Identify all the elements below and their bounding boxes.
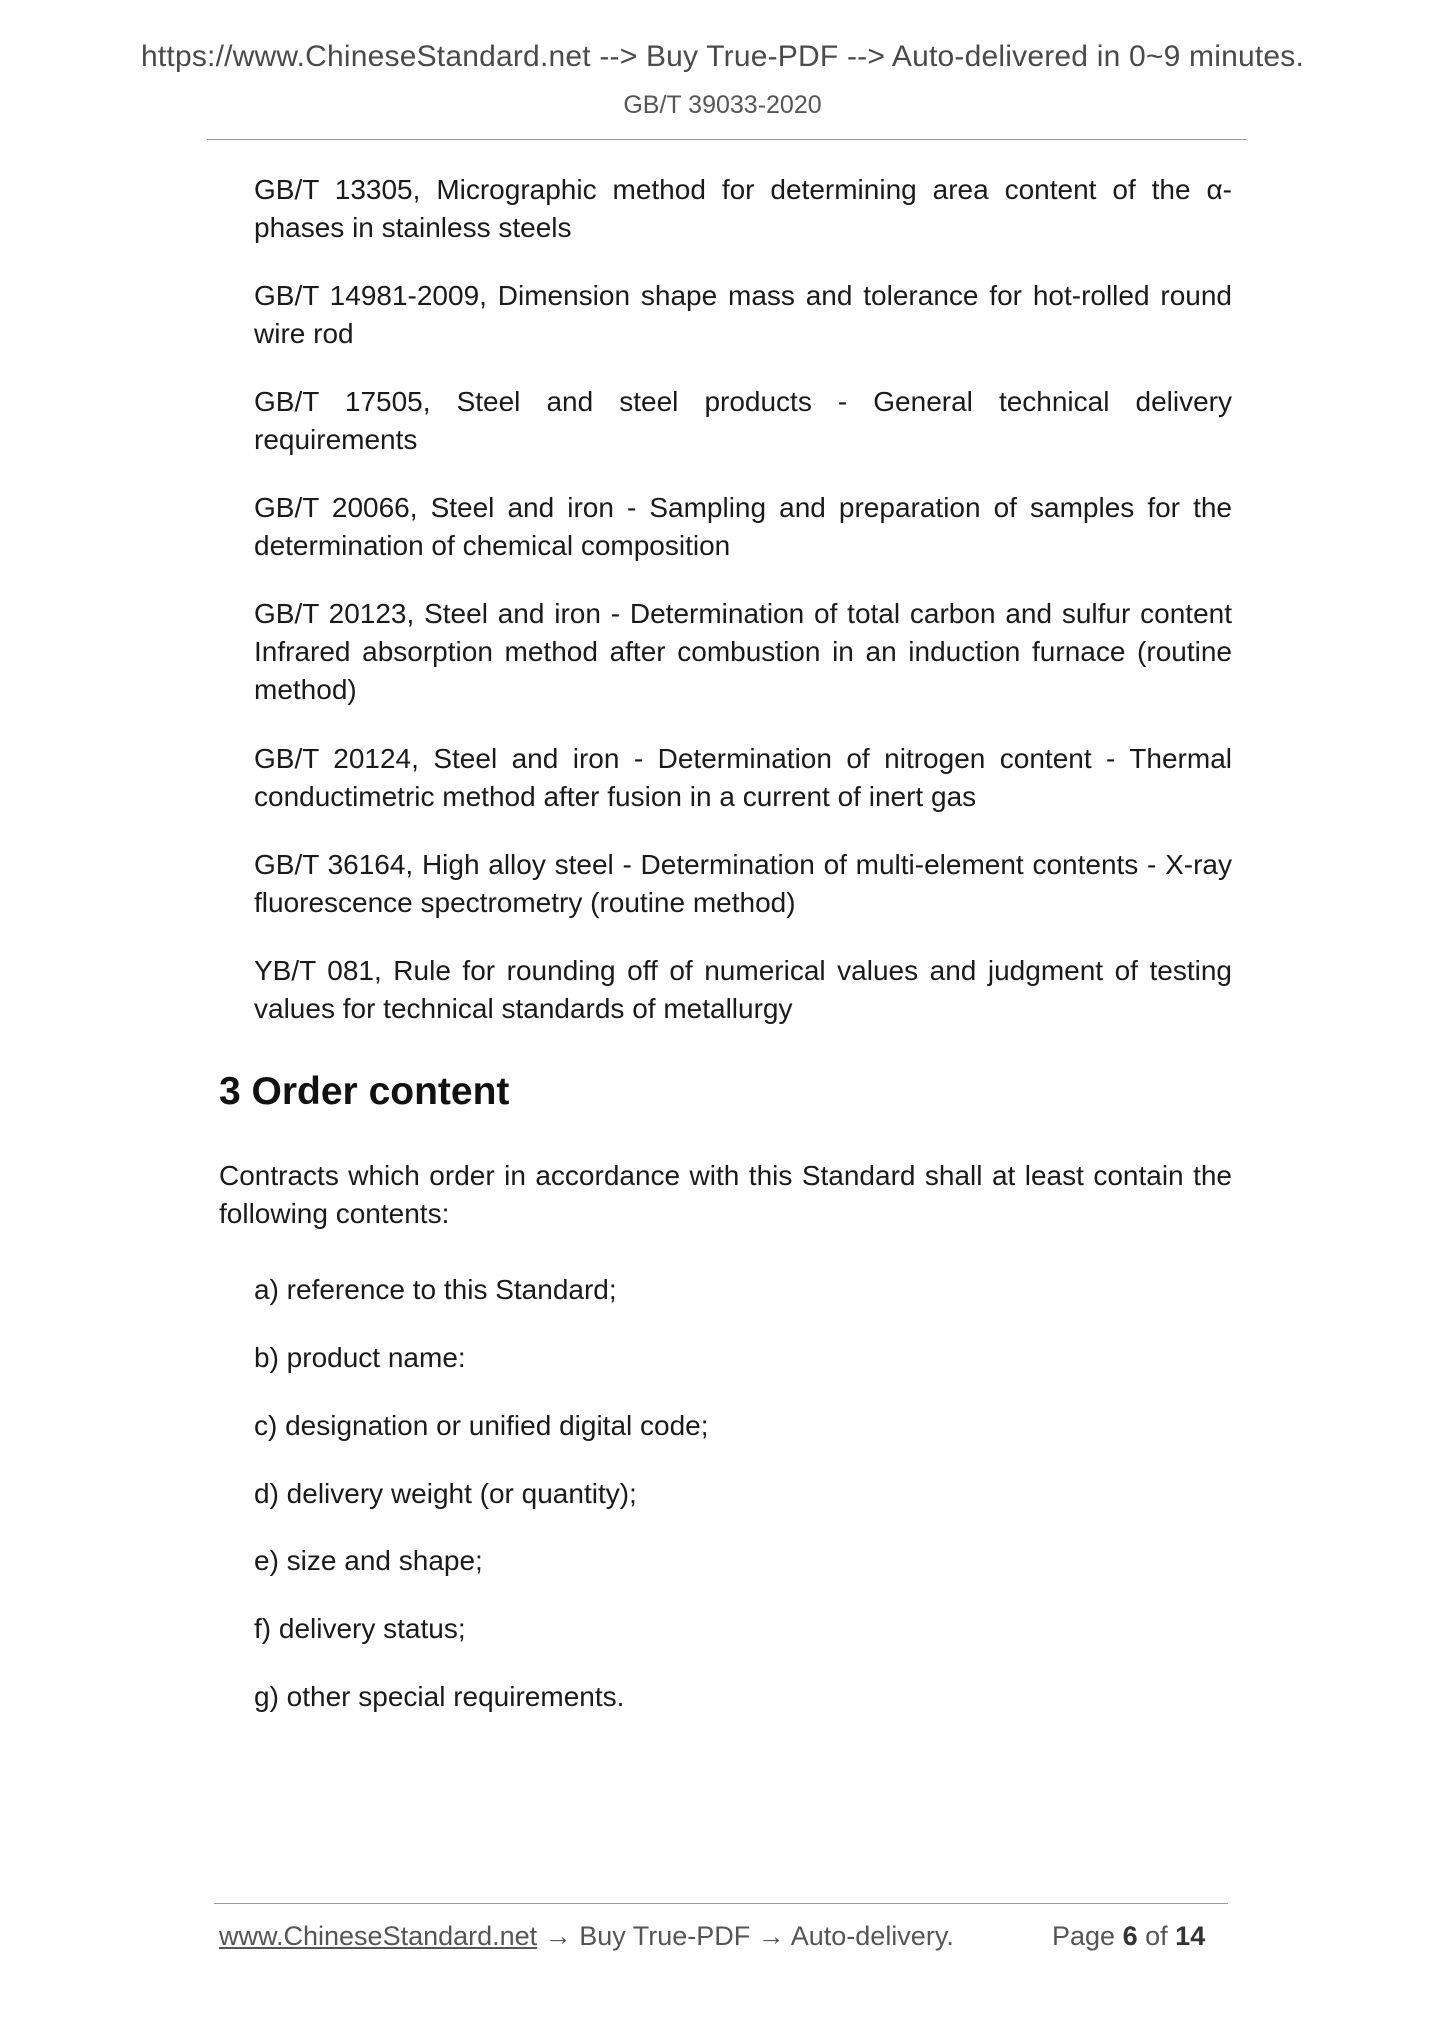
reference-item: GB/T 20123, Steel and iron - Determination of total carbon and sulfur content Infrared absorption method after combustion in an induction furnace (routine method) [254, 598, 1232, 705]
page-number: 6 [1122, 1921, 1138, 1951]
page-indicator [1052, 1921, 1205, 1952]
reference-item: GB/T 13305, Micrographic method for determining area content of the α-phases in stainless steels [254, 174, 1232, 243]
footer-divider [214, 1903, 1228, 1904]
reference-item: GB/T 20066, Steel and iron - Sampling and preparation of samples for the determination of chemical composition [254, 492, 1232, 561]
section-intro: Contracts which order in accordance with this Standard shall at least contain the following contents: [219, 1160, 1232, 1229]
reference-item: GB/T 20124, Steel and iron - Determination of nitrogen content - Thermal conductimetric method after fusion in a current of inert gas [254, 743, 1232, 812]
order-list-item: e) size and shape; [254, 1545, 483, 1576]
reference-item: GB/T 17505, Steel and steel products - General technical delivery requirements [254, 386, 1232, 455]
top-banner: https://www.ChineseStandard.net --> Buy True-PDF --> Auto-delivered in 0~9 minutes. [141, 40, 1304, 73]
reference-item: GB/T 36164, High alloy steel - Determination of multi-element contents - X-ray fluorescence spectrometry (routine method) [254, 849, 1232, 918]
order-list-item: g) other special requirements. [254, 1681, 625, 1712]
reference-item: GB/T 14981-2009, Dimension shape mass and tolerance for hot-rolled round wire rod [254, 280, 1232, 349]
order-list-item: d) delivery weight (or quantity); [254, 1478, 637, 1509]
header-divider [207, 139, 1247, 140]
order-list-item: b) product name: [254, 1342, 466, 1373]
of-label: of [1145, 1921, 1168, 1951]
total-pages: 14 [1175, 1921, 1206, 1951]
standard-code: GB/T 39033-2020 [623, 91, 822, 119]
order-list-item: a) reference to this Standard; [254, 1274, 617, 1305]
order-list-item: f) delivery status; [254, 1613, 466, 1644]
footer-site-link[interactable]: www.ChineseStandard.net [219, 1921, 538, 1951]
page-label: Page [1052, 1921, 1116, 1951]
order-list-item: c) designation or unified digital code; [254, 1410, 709, 1441]
footer-tagline: → Buy True-PDF → Auto-delivery. [537, 1921, 954, 1951]
reference-item: YB/T 081, Rule for rounding off of numerical values and judgment of testing values for technical standards of metallurgy [254, 955, 1232, 1024]
footer-left [219, 1921, 954, 1952]
section-title: 3 Order content [219, 1070, 510, 1113]
